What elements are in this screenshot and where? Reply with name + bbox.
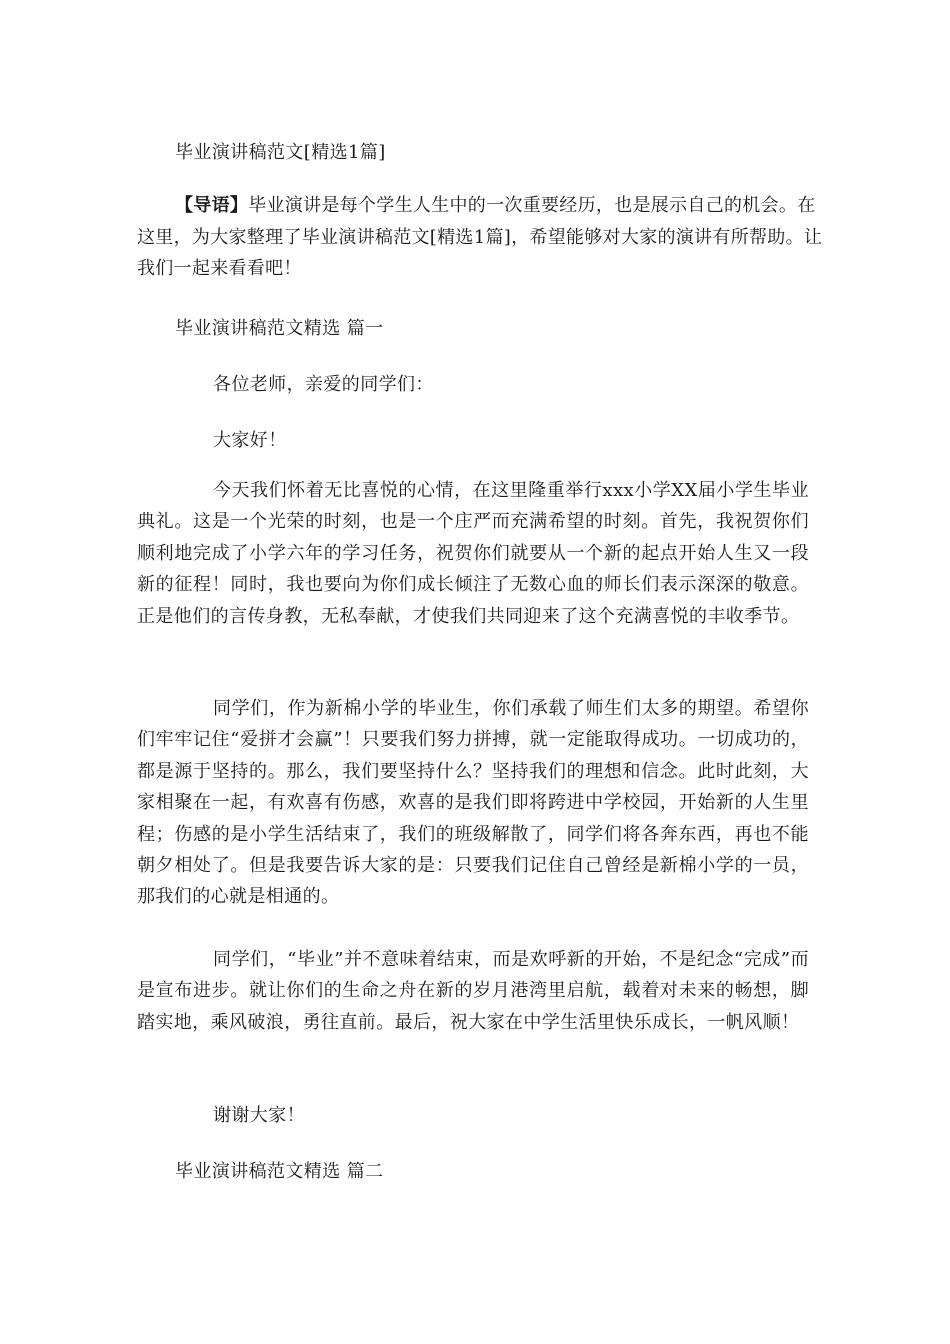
body-paragraph-2: 同学们，作为新棉小学的毕业生，你们承载了师生们太多的期望。希望你们牢牢记住“爱拼才会赢”！只要我们努力拼搏，就一定能取得成功。一切成功的，都是源于坚持的。那么，我们要坚持什么？坚持我们的理想和信念。此时此刻，大家相聚在一起，有欢喜有伤感，欢喜的是我们即将跨进中学校园，开始新的人生里程；伤感的是小学生活结束了，我们的班级解散了，同学们将各奔东西，再也不能朝夕相处了。但是我要告诉大家的是：只要我们记住自己曾经是新棉小学的一员，那我们的心就是相通的。	[137, 698, 809, 908]
body-paragraph-1: 今天我们怀着无比喜悦的心情，在这里隆重举行xxx小学XX届小学生毕业典礼。这是一个光荣的时刻，也是一个庄严而充满希望的时刻。首先，我祝贺你们顺利地完成了小学六年的学习任务，祝贺你们就要从一个新的起点开始人生又一段新的征程！同时，我也要向为你们成长倾注了无数心血的师长们表示深深的敬意。正是他们的言传身教，无私奉献，才使我们共同迎来了这个充满喜悦的丰收季节。	[137, 480, 809, 627]
section-heading-2: 毕业演讲稿范文精选 篇二	[175, 1161, 384, 1182]
salutation: 各位老师，亲爱的同学们：	[213, 374, 434, 395]
greeting: 大家好！	[213, 430, 287, 451]
closing: 谢谢大家！	[213, 1105, 305, 1126]
intro-paragraph	[137, 190, 827, 285]
intro-lead: 【导语】	[175, 195, 249, 216]
section-heading-1: 毕业演讲稿范文精选 篇一	[175, 318, 384, 339]
body-paragraph-3: 同学们，“毕业”并不意味着结束，而是欢呼新的开始，不是纪念“完成”而是宣布进步。就让你们的生命之舟在新的岁月港湾里启航，载着对未来的畅想，脚踏实地，乘风破浪，勇往直前。最后，祝大家在中学生活里快乐成长，一帆风顺！	[137, 949, 809, 1033]
intro-text: 毕业演讲是每个学生人生中的一次重要经历，也是展示自己的机会。在这里，为大家整理了毕业演讲稿范文[精选1篇]，希望能够对大家的演讲有所帮助。让我们一起来看看吧！	[137, 195, 823, 279]
document-title: 毕业演讲稿范文[精选1篇]	[175, 142, 386, 163]
